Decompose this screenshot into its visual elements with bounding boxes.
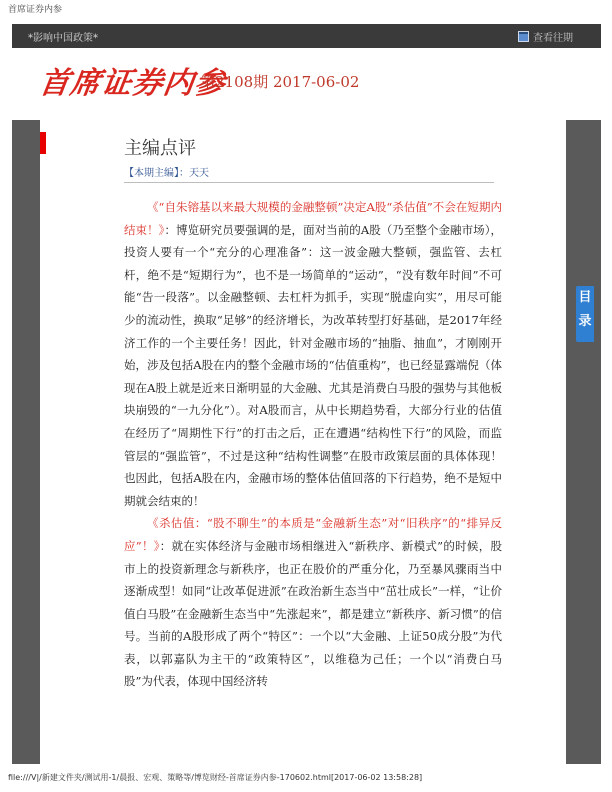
masthead (12, 48, 601, 120)
newsletter-frame (12, 24, 601, 764)
view-past-issues-link[interactable] (518, 29, 573, 44)
article-body (124, 196, 502, 693)
print-footer: file:///V|/新建文件夹/测试用-1/晨报、宏观、策略等/博览财经-首席证券内参-170602.html[2017-06-02 13:58:28] (8, 773, 423, 782)
view-past-issues-label: 查看往期 (533, 33, 573, 44)
top-bar (12, 24, 601, 48)
section-marker (40, 132, 46, 154)
paragraph (124, 512, 502, 693)
content-paper (40, 112, 566, 764)
section-title: 主编点评 (124, 138, 196, 159)
article-headline-link[interactable]: 《杀估值：“股不聊生”的本质是“金融新生态”对“旧秩序”的“排异反应”！》 (124, 516, 502, 553)
article-headline-link[interactable]: 《“自朱镕基以来最大规模的金融整顿”决定A股“杀估值”不会在短期内结束！》 (124, 200, 502, 237)
editor-name: 天天 (189, 168, 209, 179)
table-of-contents-tab[interactable]: 目录 (576, 286, 594, 342)
divider (124, 182, 494, 183)
paragraph (124, 196, 502, 512)
editor-label: 【本期主编】： (124, 168, 189, 179)
editor-line (124, 164, 209, 179)
paragraph-text: ：就在实体经济与金融市场相继进入“新秩序、新模式”的时候，股市上的投资新理念与新秩序，也正在股价的严重分化，乃至暴风骤雨当中逐渐成型！如同“让改革促进派”在政治新生态当中“茁壮成长”一样，“让价值白马股”在金融新生态当中“先涨起来”，都是建立“新秩序、新习惯”的信号。当前的A股形成了两个“特区”：一个以“大金融、上证50成分股”为代表，以郭嘉队为主干的“政策特区”，以维稳为己任；一个以“消费白马股”为代表，体现中国经济转 (124, 538, 502, 689)
issue-number-date: 第2108期 2017-06-02 (200, 73, 360, 91)
calendar-icon (518, 31, 529, 42)
tagline: *影响中国政策* (28, 33, 98, 44)
print-header: 首席证券内参 (8, 5, 63, 15)
paragraph-text: ：博览研究员要强调的是，面对当前的A股（乃至整个金融市场），投资人要有一个“充分的心理准备”：这一波金融大整顿，强监管、去杠杆，绝不是“短期行为”，也不是一场简单的“运动”，“没有数年时间”不可能“告一段落”。以金融整顿、去杠杆为抓手，实现“脱虚向实”，用尽可能少的流动性，换取“足够”的经济增长，为改革转型打好基础，是2017年经济工作的一个主要任务！因此，针对金融市场的“抽脂、抽血”，才刚刚开始，涉及包括A股在内的整个金融市场的“估值重构”，也已经显露端倪（体现在A股上就是近来日渐明显的大金融、尤其是消费白马股的强势与其他板块崩毁的“一九分化”）。对A股而言，从中长期趋势看，大部分行业的估值在经历了“周期性下行”的打击之后，正在遭遇“结构性下行”的风险，而监管层的“强监管”，不过是这种“结构性调整”在股市政策层面的具体体现！也因此，包括A股在内，金融市场的整体估值回落的下行趋势，绝不是短中期就会结束的！ (124, 222, 503, 508)
logo: 首席证券内参 (37, 66, 228, 101)
